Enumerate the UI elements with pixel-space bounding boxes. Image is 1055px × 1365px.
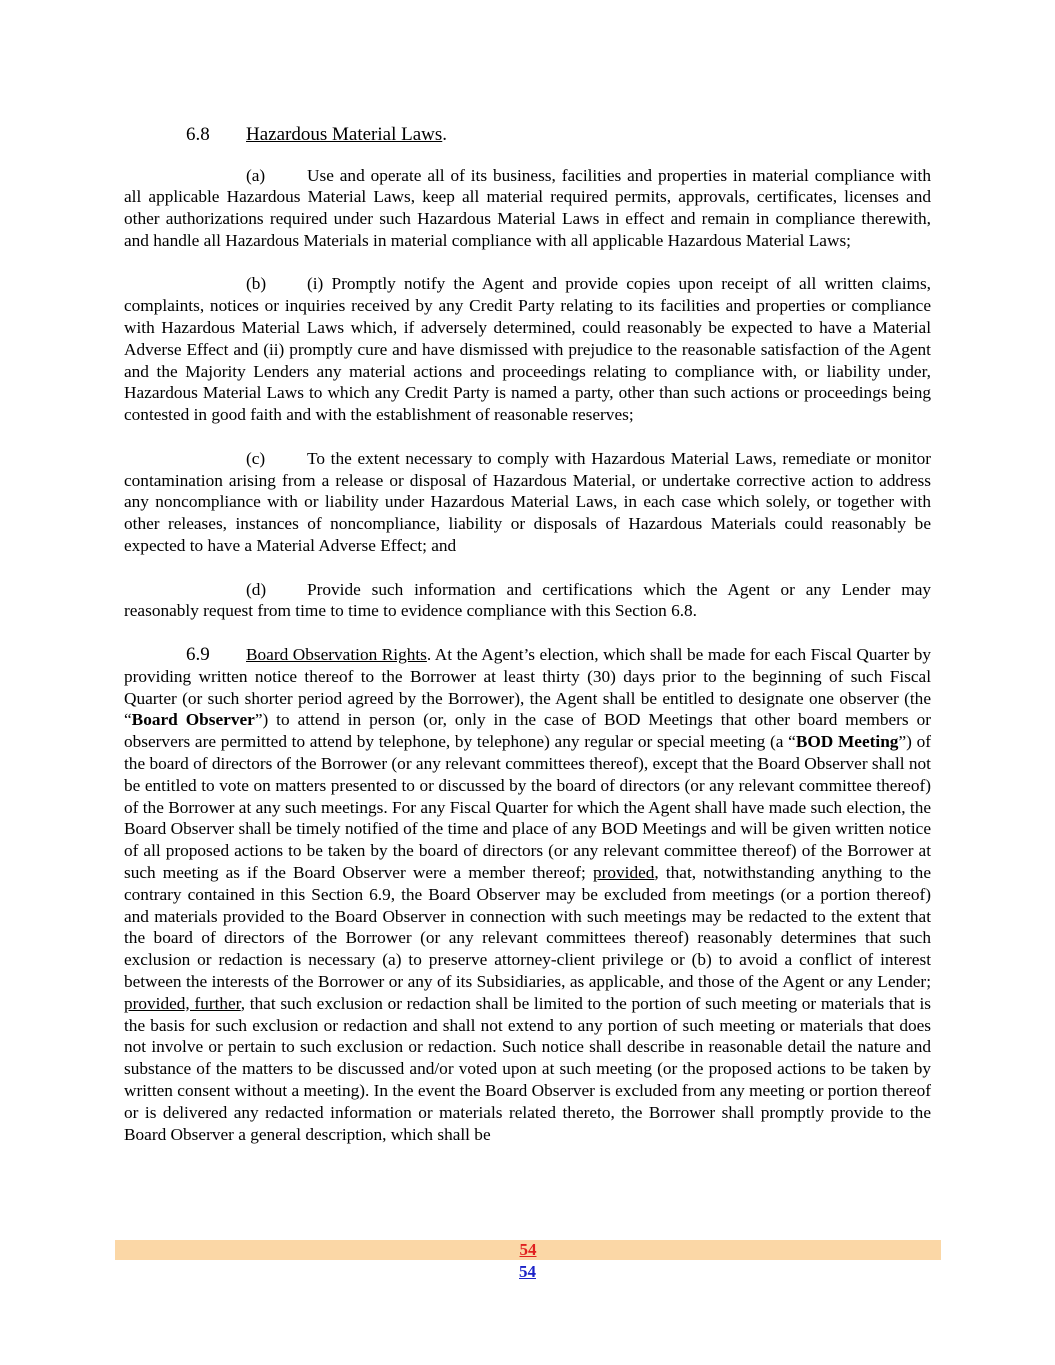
clause-text: Use and operate all of its business, facilities and properties in material compliance with all applicable Hazardous Material Laws, keep all material required permits, approvals, certificates, licenses and other authorizations required under such Hazardous Material Laws in effect and remain in compliance therewith, and handle all Hazardous Materials in material compliance with all applicable Hazardous Material Laws; — [124, 165, 931, 250]
paragraph-d — [124, 579, 931, 623]
defined-term-board-observer: Board Observer — [131, 710, 255, 730]
clause-text: (i) Promptly notify the Agent and provide copies upon receipt of all written claims, complaints, notices or inquiries received by any Credit Party relating to its facilities and properties or compliance with Hazardous Material Laws which, if adversely determined, could reasonably be expected to have a Material Adverse Effect and (ii) promptly cure and have dismissed with prejudice to the reasonable satisfaction of the Agent and the Majority Lenders any material actions and proceedings relating to compliance with, or liability under, Hazardous Material Laws to which any Credit Party is named a party, other than such actions or proceedings being contested in good faith and with the establishment of reasonable reserves; — [124, 274, 931, 425]
clause-label: (b) — [246, 274, 267, 294]
clause-text: To the extent necessary to comply with Hazardous Material Laws, remediate or monitor contamination arising from a release or disposal of Hazardous Material, or undertake corrective action to address any noncompliance with or liability under Hazardous Material Laws, in each case which solely, or together with other releases, instances of noncompliance, liability or disposals of Hazardous Materials could reasonably be expected to have a Material Adverse Effect; and — [124, 448, 931, 556]
section-title: Board Observation Rights — [246, 645, 427, 665]
clause-label: (a) — [246, 165, 266, 185]
section-6-9-paragraph: 6.9 Board Observation Rights. At the Agent’s election, which shall be made for each Fiscal Quarter by providing written notice thereof to the Borrower at least thirty (30) days prior to the beginning of such Fiscal Quarter (or such shorter period agreed by the Borrower), the Agent shall be entitled to designate one observer (the “Board Observer”) to attend in person (or, only in the case of BOD Meetings that other board members or observers are permitted to attend by telephone, by telephone) any regular or special meeting (a “BOD Meeting”) of the board of directors of the Borrower (or any relevant committees thereof), except that the Board Observer shall not be entitled to vote on matters presented to or discussed by the board of directors (or any relevant committee thereof) of the Borrower at any such meetings. For any Fiscal Quarter for which the Agent shall have made such election, the Board Observer shall be timely notified of the time and place of any BOD Meetings and will be given written notice of all proposed actions to be taken by the board of directors (or any relevant committee thereof) of the Borrower at such meeting as if the Board Observer were a member thereof; provided, that, notwithstanding anything to the contrary contained in this Section 6.9, the Board Observer may be excluded from meetings (or a portion thereof) and materials provided to the Board Observer in connection with such meetings may be redacted to the extent that the board of directors of the Borrower (or any relevant committees thereof) reasonably determines that such exclusion or redaction is necessary (a) to preserve attorney-client privilege or (b) to avoid a conflict of interest between the interests of the Borrower or any of its Subsidiaries, as applicable, and those of the Agent or any Lender; provided, further, that such exclusion or redaction shall be limited to the portion of such meeting or materials that is the basis for such exclusion or redaction and shall not extend to any portion of such meeting or materials that does not involve or pertain to such exclusion or redaction. Such notice shall describe in reasonable detail the nature and substance of the matters to be discussed and/or voted upon at such meeting (or the proposed actions to be taken by written consent without a meeting). In the event the Board Observer is excluded from any meeting or portion thereof or is delivered any redacted information or materials related thereto, the Borrower shall promptly provide to the Board Observer a general description, which shall be — [124, 644, 932, 1144]
section-number: 6.8 — [186, 124, 210, 145]
provided-term: provided — [592, 863, 655, 882]
page-footer-highlight — [115, 1240, 941, 1260]
defined-term-bod-meeting: BOD Meeting — [795, 732, 899, 752]
paragraph-a — [124, 165, 931, 252]
page-number-new: 54 — [519, 1262, 536, 1281]
document-page — [124, 124, 931, 1145]
clause-label: (c) — [246, 448, 266, 468]
paragraph-b — [124, 273, 931, 426]
section-number: 6.9 — [186, 644, 210, 666]
provided-further-term: provided, further — [124, 993, 241, 1013]
clause-label: (d) — [246, 579, 267, 599]
page-number-old: 54 — [519, 1240, 537, 1259]
section-6-8-heading: 6.8 Hazardous Material Laws. — [186, 124, 448, 145]
paragraph-c — [124, 448, 931, 557]
section-title: Hazardous Material Laws — [246, 124, 443, 145]
clause-text: Provide such information and certifications which the Agent or any Lender may reasonably request from time to time to evidence compliance with this Section 6.8. — [124, 579, 931, 621]
